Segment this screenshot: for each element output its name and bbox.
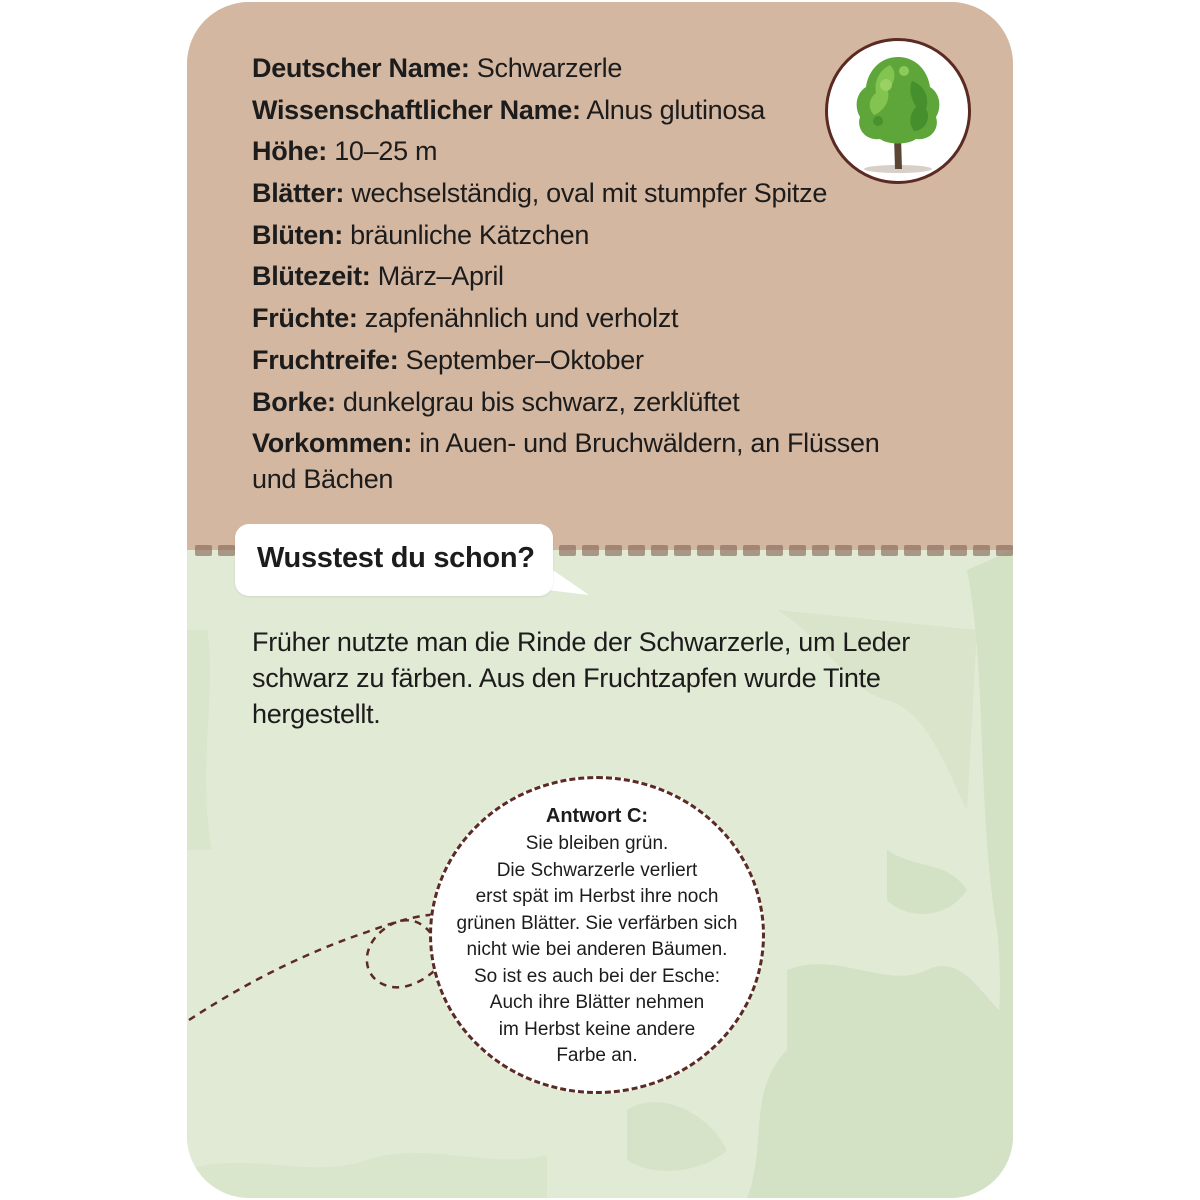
answer-line: Farbe an. [556, 1045, 638, 1066]
answer-title: Antwort C: [545, 805, 649, 827]
answer-line: im Herbst keine andere [498, 1018, 696, 1040]
fact-value: zapfenähnlich und verholzt [357, 303, 679, 334]
fact-value: dunkelgrau bis schwarz, zerklüftet [335, 386, 740, 417]
fact-label: Blätter: [252, 178, 345, 209]
fact-value: Schwarzerle [469, 53, 623, 83]
fact-value: bräunliche Kätzchen [342, 219, 590, 250]
fact-label: Blüten: [252, 219, 343, 250]
answer-line: nicht wie bei anderen Bäumen. [466, 939, 728, 960]
answer-circle [429, 776, 765, 1094]
fact-value: wechselständig, oval mit stumpfer Spitze [344, 178, 828, 209]
answer-text [432, 831, 762, 1070]
answer-line: Sie bleiben grün. [525, 833, 669, 854]
fact-label: Deutscher Name: [252, 53, 470, 83]
fact-value: 10–25 m [327, 136, 438, 167]
fact-label: Früchte: [252, 303, 358, 334]
fact-value: in Auen- und Bruchwäldern, an Flüssen und Bächen [252, 428, 880, 495]
answer-line: erst spät im Herbst ihre noch [475, 886, 719, 907]
fact-value: März–April [370, 261, 504, 292]
answer-line: So ist es auch bei der Esche: [473, 965, 721, 987]
fact-value: September–Oktober [398, 344, 644, 375]
fact-label: Blütezeit: [252, 261, 371, 292]
answer-line: grünen Blätter. Sie verfärben sich [456, 912, 738, 934]
tree-info-card [187, 2, 1013, 1198]
fact-label: Vorkommen: [252, 428, 413, 459]
answer-line: Die Schwarzerle verliert [496, 859, 698, 881]
fact-label: Fruchtreife: [252, 344, 399, 375]
did-you-know-title: Wusstest du schon? [257, 542, 535, 574]
fact-label: Höhe: [252, 136, 327, 167]
fact-value: Alnus glutinosa [580, 94, 766, 125]
did-you-know-text: Früher nutzte man die Rinde der Schwarzerle, um Leder schwarz zu färben. Aus den Fruchtzapfen wurde Tinte hergestellt. [252, 627, 910, 729]
fact-label: Wissenschaftlicher Name: [252, 94, 581, 125]
answer-line: Auch ihre Blätter nehmen [489, 992, 705, 1013]
fact-label: Borke: [252, 386, 336, 417]
